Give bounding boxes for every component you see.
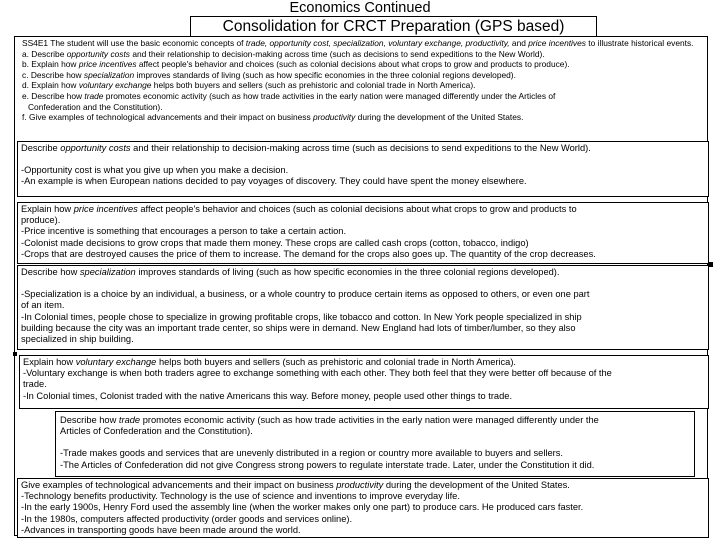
answer-b-2: -Colonist made decisions to grow crops that made them money. These crops are called cash crops (cotton, tobacco, indigo) xyxy=(21,237,529,248)
answer-f-1: -Technology benefits productivity. Technology is the use of science and inventions to improve everyday life. xyxy=(21,491,460,502)
standard-item-c: c. Describe how specialization improves standards of living (such as how specific economies in the three colonial regions developed). xyxy=(22,69,516,80)
question-b: Explain how price incentives affect people's behavior and choices (such as colonial decisions about what crops to grow and products to xyxy=(21,204,577,214)
question-a: Describe opportunity costs and their relationship to decision-making across time (such as decisions to send expeditions to the New World). xyxy=(21,143,591,153)
answer-c-3: -In Colonial times, people chose to specialize in growing profitable crops, like tobacco and cotton. In New York people specialized in ship xyxy=(21,311,582,322)
box-specialization xyxy=(17,265,709,350)
answer-c-2: of an item. xyxy=(21,300,65,311)
standard-item-f: f. Give examples of technological advancements and their impact on business productivity during the development of the United States. xyxy=(22,112,524,123)
answer-f-4: -Advances in transporting goods have been made around the world. xyxy=(21,524,301,535)
corner-mark-left xyxy=(13,352,17,356)
box-voluntary-exchange xyxy=(19,355,709,409)
answer-e-1: -Trade makes goods and services that are unevenly distributed in a region or country more available to buyers and sellers. xyxy=(60,448,563,459)
standard-item-a: a. Describe opportunity costs and their relationship to decision-making across time (such as decisions to send expeditions to the New World). xyxy=(22,48,545,59)
question-d: Explain how voluntary exchange helps both buyers and sellers (such as prehistoric and colonial trade in North America). xyxy=(23,357,517,367)
answer-d-2: trade. xyxy=(23,379,47,390)
answer-b-1: -Price incentive is something that encourages a person to take a certain action. xyxy=(21,226,347,237)
answer-a-1: -Opportunity cost is what you give up when you make a decision. xyxy=(21,165,289,176)
standard-item-d: d. Explain how voluntary exchange helps both buyers and sellers (such as prehistoric and colonial trade in North America). xyxy=(22,80,476,91)
standard-text xyxy=(22,38,707,123)
answer-f-3: -In the 1980s, computers affected productivity (order goods and services online). xyxy=(21,513,353,524)
box-price-incentives xyxy=(17,202,709,264)
page-title: Economics Continued xyxy=(289,0,431,16)
answer-c-4: building because the city was an important trade center, so ships were in demand. New England had lots of timber/lumber, so they also xyxy=(21,322,576,333)
answer-a-2: -An example is when European nations decided to pay voyages of discovery. They could have spent the money elsewhere. xyxy=(21,176,527,187)
box-opportunity-cost xyxy=(17,141,709,197)
standard-item-b: b. Explain how price incentives affect people's behavior and choices (such as colonial decisions about what crops to grow and products to produce). xyxy=(22,59,570,70)
question-f: Give examples of technological advancements and their impact on business productivity during the development of the United States. xyxy=(21,480,570,490)
box-productivity xyxy=(17,478,709,538)
question-e: Describe how trade promotes economic activity (such as how trade activities in the early nation were managed differently under the xyxy=(60,415,599,425)
answer-c-5: specialized in ship building. xyxy=(21,334,134,345)
standard-item-e-cont: Confederation and the Constitution). xyxy=(28,101,163,112)
standard-intro: SS4E1 The student will use the basic economic concepts of trade, opportunity cost, specialization, voluntary exchange, productivity, and price incentives to illustrate historical events. xyxy=(22,38,694,48)
answer-f-2: -In the early 1900s, Henry Ford used the assembly line (when the worker makes only one part) to produce cars. He produced cars faster. xyxy=(21,502,584,513)
standard-item-e: e. Describe how trade promotes economic activity (such as how trade activities in the early nation were managed differently under the Articles of xyxy=(22,90,556,101)
box-trade xyxy=(55,411,695,477)
answer-b-3: -Crops that are destroyed causes the price of them to increase. The demand for the crops also goes up. The quantity of the crop decreases. xyxy=(21,248,596,259)
page-subtitle: Consolidation for CRCT Preparation (GPS based) xyxy=(190,16,597,37)
question-e-cont: Articles of Confederation and the Constitution). xyxy=(60,426,253,437)
corner-mark-right xyxy=(708,262,713,267)
question-c: Describe how specialization improves standards of living (such as how specific economies in the three colonial regions developed). xyxy=(21,267,560,277)
answer-e-2: -The Articles of Confederation did not give Congress strong powers to regulate interstate trade. Later, under the Constitution it did. xyxy=(60,459,595,470)
answer-d-3: -In Colonial times, Colonist traded with the native Americans this way. Before money, people used other things to trade. xyxy=(23,390,513,401)
answer-d-1: -Voluntary exchange is when both traders agree to exchange something with each other. They both feel that they were better off because of the xyxy=(23,368,612,379)
answer-c-1: -Specialization is a choice by an individual, a business, or a whole country to produce certain items as opposed to others, or even one part xyxy=(21,289,590,300)
question-b-cont: produce). xyxy=(21,215,61,226)
